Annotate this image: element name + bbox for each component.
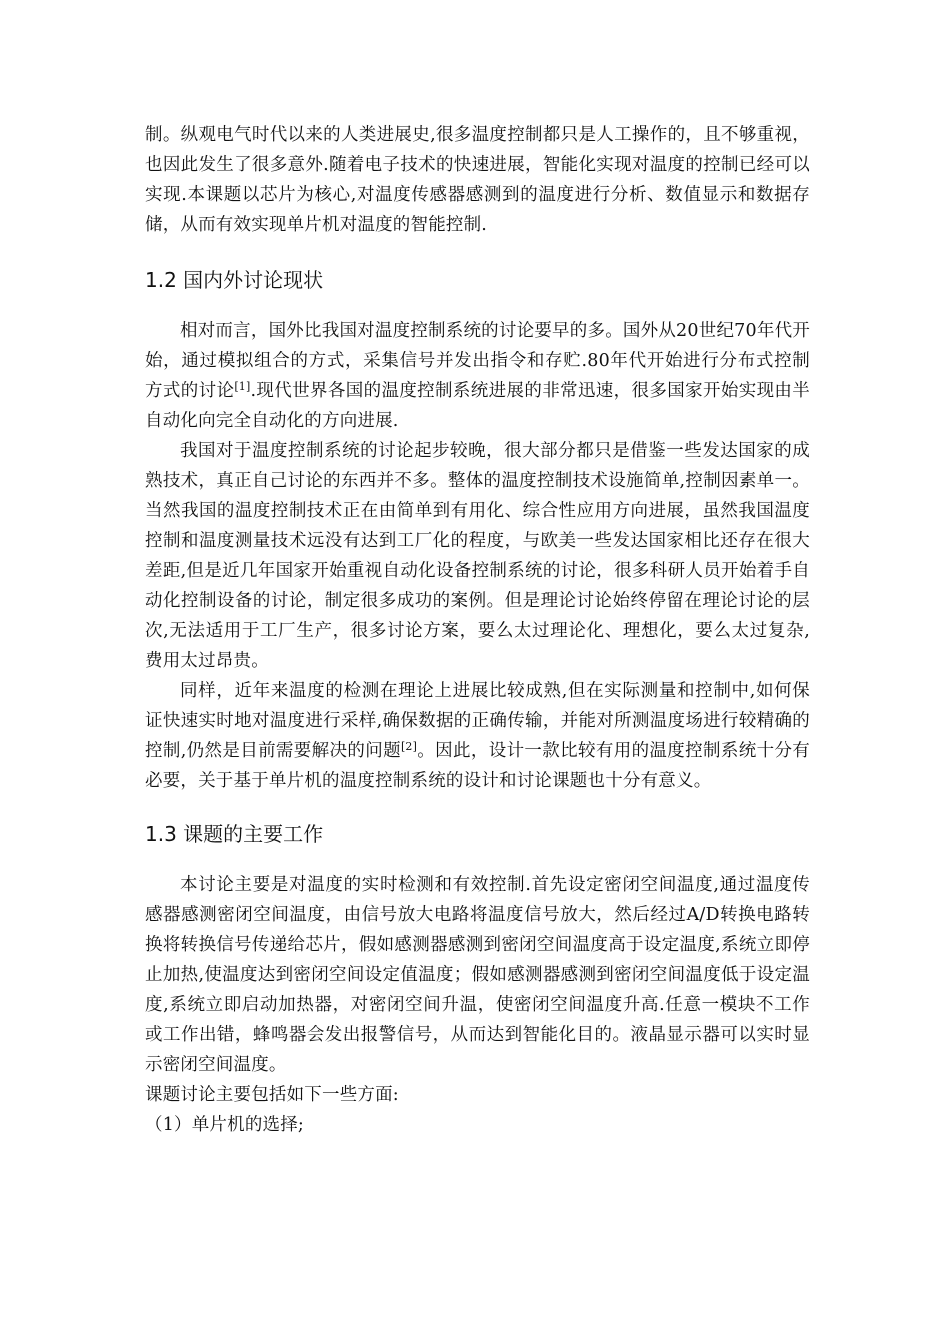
- paragraph-text: 同样，近年来温度的检测在理论上进展比较成熟,但在实际测量和控制中,如何保证快速实时地对温度进行采样,确保数据的正确传输，并能对所测温度场进行较精确的控制,仍然是目前需要解决的问题: [145, 681, 810, 761]
- page-content: [145, 120, 810, 1140]
- paragraph-1-3-2: 课题讨论主要包括如下一些方面:: [145, 1085, 399, 1105]
- citation-ref-1: [1]: [234, 380, 251, 393]
- section-heading-1-3: 1.3 课题的主要工作: [145, 822, 324, 846]
- paragraph-1-2-1: [145, 316, 810, 436]
- citation-ref-2: [2]: [400, 740, 418, 753]
- list-item-1: （1）单片机的选择;: [145, 1115, 305, 1135]
- paragraph-text: 。因此，设计一款比较有用的温度控制系统十分有必要，关于基于单片机的温度控制系统的设计和讨论课题也十分有意义。: [145, 741, 810, 791]
- paragraph-1-2-2: 我国对于温度控制系统的讨论起步较晚，很大部分都只是借鉴一些发达国家的成熟技术，真正自己讨论的东西并不多。整体的温度控制技术设施简单,控制因素单一。当然我国的温度控制技术正在由简单到有用化、综合性应用方向进展，虽然我国温度控制和温度测量技术远没有达到工厂化的程度，与欧美一些发达国家相比还存在很大差距,但是近几年国家开始重视自动化设备控制系统的讨论，很多科研人员开始着手自动化控制设备的讨论，制定很多成功的案例。但是理论讨论始终停留在理论讨论的层次,无法适用于工厂生产，很多讨论方案，要么太过理论化、理想化，要么太过复杂,费用太过昂贵。: [145, 441, 810, 671]
- paragraph-text: .现代世界各国的温度控制系统进展的非常迅速，很多国家开始实现由半自动化向完全自动化的方向进展.: [145, 381, 810, 431]
- paragraph-text: 相对而言，国外比我国对温度控制系统的讨论要早的多。国外从20世纪70年代开始，通过模拟组合的方式，采集信号并发出指令和存贮.80年代开始进行分布式控制方式的讨论: [145, 321, 810, 401]
- section-heading-1-2: 1.2 国内外讨论现状: [145, 268, 324, 292]
- paragraph-1-2-3: [145, 676, 810, 796]
- paragraph-1-3-1: 本讨论主要是对温度的实时检测和有效控制.首先设定密闭空间温度,通过温度传感器感测密闭空间温度，由信号放大电路将温度信号放大，然后经过A/D转换电路转换将转换信号传递给芯片，假如感测器感测到密闭空间温度高于设定温度,系统立即停止加热,使温度达到密闭空间设定值温度；假如感测器感测到密闭空间温度低于设定温度,系统立即启动加热器，对密闭空间升温，使密闭空间温度升高.任意一模块不工作或工作出错，蜂鸣器会发出报警信号，从而达到智能化目的。液晶显示器可以实时显示密闭空间温度。: [145, 875, 810, 1075]
- intro-paragraph: 制。纵观电气时代以来的人类进展史,很多温度控制都只是人工操作的，且不够重视，也因此发生了很多意外.随着电子技术的快速进展，智能化实现对温度的控制已经可以实现.本课题以芯片为核心,对温度传感器感测到的温度进行分析、数值显示和数据存储，从而有效实现单片机对温度的智能控制.: [145, 125, 810, 235]
